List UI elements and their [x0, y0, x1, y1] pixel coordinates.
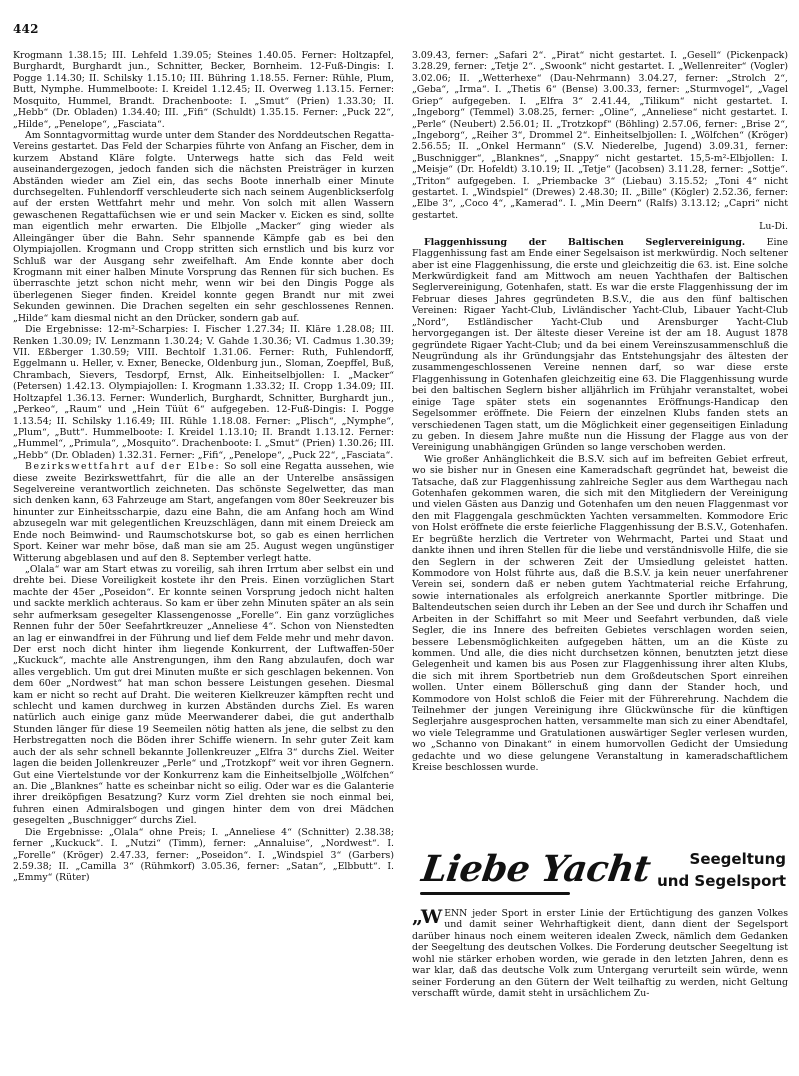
feature-header: [418, 842, 790, 902]
district-race-heading: Bezirkswettfahrt auf der Elbe:: [25, 461, 221, 473]
author-signature: Lu-Di.: [759, 221, 788, 233]
logo-underline: [420, 892, 570, 895]
right-column: [412, 50, 789, 774]
left-column: [13, 50, 394, 1060]
opening-quote: „: [412, 906, 421, 928]
subhead-line-1: Seegeltung: [689, 850, 786, 868]
flag-hoisting-paragraph: [412, 237, 788, 454]
feature-body-paragraph: [412, 908, 788, 999]
olala-paragraph: „Olala“ war am Start etwas zu voreilig, sah ihren Irrtum aber selbst ein und drehte bei. Diese Voreiligkeit kostete ihr den Preis. Einen vorzüglichen Start machte der 45er „Poseidon“. Er konnte seinen Vorsprung jedoch nicht halten und sackte merklich achteraus. So kam er über zehn Minuten später an als sein sehr aufmerksam gesegelter Klassengenosse „Forelle“. Ein ganz vorzügliches Rennen fuhr der 50er Seefahrtkreuzer „Anneliese 4“. Schon von Nienstedten an lag er einwandfrei in der Führung und lief dem Felde mehr und mehr davon. Der erst noch dicht hinter ihm liegende Konkurrent, der Luftwaffen-50er „Kuckuck“, machte alle Anstrengungen, ihm den Rang abzulaufen, doch war alles vergeblich. Um gut drei Minuten mußte er sich geschlagen bekennen. Von dem 60er „Nordwest“ hat man schon bessere Leistungen gesehen. Diesmal kam er nicht so recht auf Draht. Die weiteren Kielkreuzer kämpften recht und schlecht und kamen durchweg in kurzen Abständen durchs Ziel. Es waren natürlich auch einige ganz müde Meerwanderer dabei, die gut anderthalb Stunden länger für diese 19 Seemeilen nötig hatten als jene, die selbst zu den Herbstregatten noch die Böden ihrer Schiffe wienern. In sehr guter Zeit kam auch der als sehr schnell bekannte Jollenkreuzer „Elfra 3“ durchs Ziel. Weiter lagen die beiden Jollenkreuzer „Perle“ und „Trotzkopf“ weit vor ihren Gegnern. Gut eine Viertelstunde vor der Konkurrenz kam die Einheitselbjolle „Wölfchen“ an. Die „Blanknes“ hatte es scheinbar nicht so eilig. Oder war es die Galanterie ihrer dreiköpfigen Besatzung? Kurz vorm Ziel drehten sie noch einmal bei, fuhren einen Admiralsbogen und gingen hinter dem von drei Mädchen gesegelten „Buschnigger“ durchs Ziel.: [13, 563, 394, 827]
results-paragraph: Die Ergebnisse: 12-m²-Scharpies: I. Fischer 1.27.34; II. Kläre 1.28.08; III. Renken 1.30.09; IV. Lenzmann 1.30.24; V. Gahde 1.30.36; VI. Cadmus 1.30.39; VII. Eßberger 1.30.59; VIII. Bechtolf 1.31.06. Ferner: Ruth, Fuhlendorff, Eggelmann u. Heller, v. Exner, Benecke, Oldenburg jun., Sloman, Zoepffel, Buß, Chrambach, Sievers, Tesdorpf, Ernst, Alk. Einheitselbjollen: I. „Macker“ (Petersen) 1.42.13. Olympiajollen: I. Krogmann 1.33.32; II. Cropp 1.34.09; III. Holtzapfel 1.36.13. Ferner: Wunderlich, Burghardt, Schnitter, Burghardt jun., „Perkeo“, „Raum“ und „Hein Tüüt 6“ aufgegeben. 12-Fuß-Dingis: I. Pogge 1.13.54; II. Schilsky 1.16.49; III. Rühle 1.18.08. Ferner: „Plisch“, „Nymphe“, „Plum“, „Butt“. Hummelboote: I. Kreidel 1.13.10; II. Brandt 1.13.12. Ferner: „Hummel“, „Primula“, „Mosquito“. Drachenboote: I. „Smut“ (Prien) 1.30.26; III. „Hebb“ (Dr. Obladen) 1.32.31. Ferner: „Fifi“, „Penelope“, „Puck 22“, „Fasciata“.: [13, 324, 394, 461]
flag-hoisting-heading: Flaggenhissung der Baltischen Seglervereinigung.: [424, 236, 746, 248]
feature-body-text: ENN jeder Sport in erster Linie der Ertüchtigung des ganzen Volkes und damit seiner Wehrhaftigkeit dient, dann dient der Segelsport darüber hinaus noch einem weiteren idealen Zweck, nämlich dem Gedanken der Seegeltung des deutschen Volkes. Die Forderung deutscher Seegeltung ist wohl nie stärker erhoben worden, wie gerade in den letzten Jahren, denn es war klar, daß das deutsche Volk zum Untergang verurteilt sein würde, wenn seiner Forderung an den Gütern der Welt teilhaftig zu werden, nicht Geltung verschafft würde, damit steht in ursächlichem Zu-: [412, 908, 788, 999]
district-race-paragraph: [13, 461, 394, 564]
flag-hoisting-text: Eine Flaggenhissung fast am Ende einer Segelsaison ist merkwürdig. Noch seltener aber ist eine Flaggenhissung, die erste und gleichzeitig die 63. ist. Eine solche Merkwürdigkeit fand am Mittwoch am neuen Yachthafen der Baltischen Seglervereinigung, Gotenhafen, statt. Es war die erste Flaggenhissung der im Februar dieses Jahres gegründeten B.S.V., die aus den fünf baltischen Vereinen: Rigaer Yacht-Club, Livländischer Yacht-Club, Libauer Yacht-Club „Nord“, Estländischer Yacht-Club und Arensburger Yacht-Club hervorgegangen ist. Der älteste dieser Vereine ist der am 18. August 1878 gegründete Rigaer Yacht-Club; und da bei einem Vereinszusammenschluß die Neugründung als ihr Gründungsjahr das Entstehungsjahr des ältesten der zusammengeschlossenen Vereine nennen darf, so war diese erste Flaggenhissung in Gotenhafen gleichzeitig eine 63. Die Flaggenhissung wurde bei den baltischen Seglern bisher alljährlich im Frühjahr veranstaltet, wobei einige Tage später stets ein sogenanntes Eröffnungs-Handicap den Segelsommer eröffnete. Die Feiern der einzelnen Klubs fanden stets an verschiedenen Tagen statt, um die Möglichkeit einer gegenseitigen Einladung zu geben. In diesem Jahre mußte nun die Hissung der Flagge aus von der Vereinigung unabhängigen Gründen so lange verschoben werden.: [412, 236, 789, 454]
results-continued-paragraph: 3.09.43, ferner: „Safari 2“. „Pirat“ nicht gestartet. I. „Gesell“ (Pickenpack) 3.28.29, ferner: „Tetje 2“. „Swoonk“ nicht gestartet. I. „Wellenreiter“ (Vogler) 3.02.06; II. „Wetterhexe“ (Dau-Nehrmann) 3.04.27, ferner: „Strolch 2“, „Geba“, „Irma“. I. „Thetis 6“ (Bense) 3.00.33, ferner: „Sturmvogel“, „Vagel Griep“ aufgegeben. I. „Elfra 3“ 2.41.44, „Tilikum“ nicht gestartet. I. „Ingeborg“ (Temmel) 3.08.25, ferner: „Oline“, „Anneliese“ nicht gestartet. I. „Perle“ (Neubert) 2.56.01; II. „Trotzkopf“ (Böhling) 2.57.06, ferner: „Brise 2“, „Ingeborg“, „Reiher 3“, Drommel 2“. Einheitselbjollen: I. „Wölfchen“ (Kröger) 2.56.55; II. „Onkel Hermann“ (S.V. Niederelbe, Jugend) 3.09.31, ferner: „Buschnigger“, „Blanknes“, „Snappy“ nicht gestartet. 15,5-m²-Elbjollen: I. „Meisje“ (Dr. Hofeldt) 3.10.19; II. „Tetje“ (Jacobsen) 3.11.28, ferner: „Sottje“. „Triton“ aufgegeben. I. „Priembacke 3“ (Liebau) 3.15.52; „Toni 4“ nicht gestartet. I. „Windspiel“ (Drewes) 2.48.30; II. „Bille“ (Kögler) 2.52.36, ferner: „Elbe 3“, „Coco 4“, „Kamerad“. I. „Min Deern“ (Ralfs) 3.13.12; „Capri“ nicht gestartet.: [412, 50, 788, 221]
drop-cap: [412, 906, 443, 928]
page-number: 442: [13, 22, 39, 36]
feature-body-column: [412, 908, 788, 1068]
subhead-line-2: und Segelsport: [657, 872, 786, 890]
race-report-paragraph: Am Sonntagvormittag wurde unter dem Stander des Norddeutschen Regatta-Vereins gestartet. Das Feld der Scharpies führte von Anfang an Fischer, dem in kurzem Abstand Kläre folgte. Unterwegs hatte sich das Feld weit auseinandergezogen, jedoch fanden sich die nächsten Preisträger in kurzen Abständen wieder am Ziel ein, das sechs Boote innerhalb einer Minute durchsegelten. Fuhlendorff verschleuderte sich nach seinem Augenblickserfolg auf der ersten Wettfahrt mehr und mehr. Von solch mit allen Wassern gewaschenen Regattafüchsen wie er und sein Macker v. Eicken es sind, sollte man eigentlich mehr erwarten. Die Elbjolle „Macker“ ging wieder als Alleingänger über die Bahn. Sehr spannende Kämpfe gab es bei den Olympiajollen. Krogmann und Cropp stritten sich ernstlich und bis kurz vor Schluß war der Ausgang sehr zweifelhaft. Am Ende konnte aber doch Krogmann mit einer halben Minute Vorsprung das Rennen für sich buchen. Es überraschte jetzt schon nicht mehr, wenn wir bei den Dingis Pogge als überlegenen Sieger finden. Kreidel konnte gegen Brandt nur mit zwei Sekunden gewinnen. Die Drachen segelten ein sehr geschlossenes Rennen. „Hilde“ kam diesmal nicht an den Drücker, sondern gab auf.: [13, 129, 394, 324]
drop-cap-letter: W: [420, 906, 443, 928]
result-paragraph: Krogmann 1.38.15; III. Lehfeld 1.39.05; Steines 1.40.05. Ferner: Holtzapfel, Burghardt, Burghardt jun., Schnitter, Becker, Bornheim. 12-Fuß-Dingis: I. Pogge 1.14.30; II. Schilsky 1.15.10; III. Bühring 1.18.55. Ferner: Rühle, Plum, Butt, Nymphe. Hummelboote: I. Kreidel 1.12.45; II. Overweg 1.13.15. Ferner: Mosquito, Hummel, Brandt. Drachenboote: I. „Smut“ (Prien) 1.33.30; II. „Hebb“ (Dr. Obladen) 1.34.40; III. „Fifi“ (Schuldt) 1.35.15. Ferner: „Puck 22“, „Hilde“, „Penelope“, „Fasciata“.: [13, 50, 394, 130]
liebe-yacht-logo: Liebe Yacht: [419, 848, 653, 890]
feature-subheading: [657, 848, 786, 892]
district-race-text: So soll eine Regatta aussehen, wie diese zweite Bezirkswettfahrt, für die alle an der Unterelbe ansässigen Segelvereine verantwortlich zeichneten. Das schönste Segelwetter, das man sich denken kann, 63 Fahrzeuge am Start, angefangen vom 80er Seekreuzer bis hinunter zur Einheitsscharpie, dazu eine Bahn, die am Anfang hoch am Wind abzusegeln war mit gelegentlichen Kreuzschlägen, dann mit einem Dreieck am Ende noch Beimwind- und Raumschotskurse bot, so gab es einen herrlichen Sport. Keiner war mehr böse, daß man sie am 25. August wegen ungünstiger Witterung abgeblasen und auf den 8. September verlegt hatte.: [13, 461, 394, 564]
flag-hoisting-paragraph-2: Wie großer Anhänglichkeit die B.S.V. sich auf im befreiten Gebiet erfreut, wo sie bisher nur in Gnesen eine Kameradschaft gegründet hat, beweist die Tatsache, daß zur Flaggenhissung zahlreiche Segler aus dem Warthegau nach Gotenhafen gekommen waren, die sich mit den Mitgliedern der Vereinigung und vielen Gästen aus Danzig und Gotenhafen um den neuen Flaggenmast vor den mit Flaggengala geschmückten Yachten versammelten. Kommodore Eric von Holst eröffnete die erste feierliche Flaggenhissung der B.S.V., Gotenhafen. Er begrüßte herzlich die Vertreter von Wehrmacht, Partei und Staat und dankte ihnen und ihren Stellen für die liebe und verständnisvolle Hilfe, die sie den Seglern in der schweren Zeit der Umsiedlung geleistet hatten. Kommodore von Holst führte aus, daß die B.S.V. ja kein neuer unerfahrener Verein sei, sondern daß er neben gutem Yachtmaterial reiche Erfahrung, sowie internationales als erfolgreich anerkannte Sportler mitbringe. Die Baltendeutschen seien durch ihr Leben an der See und durch ihr Schaffen und Arbeiten in der Schiffahrt so mit Meer und Seefahrt verbunden, daß viele Segler, die ins Innere des befreiten Gebietes verschlagen worden seien, bessere Lebensmöglichkeiten aufgegeben hätten, um an die Küste zu kommen. Und alle, die dies nicht durchsetzen können, benutzten jetzt diese Gelegenheit und kamen bis aus Posen zur Flaggenhissung ihrer alten Klubs, die sich mit ihrem Sportbetrieb nun dem Großdeutschen Sport einreihen wollen. Unter einem Böllerschuß ging dann der Stander hoch, und Kommodore von Holst schloß die Feier mit der Führerehrung. Nachdem die Teilnehmer der jungen Vereinigung ihre Glückwünsche für die künftigen Seglerjahre ausgesprochen hatten, versammelte man sich zu einer Abendtafel, wo viele Telegramme und Gratulationen auswärtiger Segler verlesen wurden, wo „Schanno von Dinakant“ in einem humorvollen Gedicht der Umsiedung gedachte und wo diese gelungene Veranstaltung in kameradschaftlichem Kreise beschlossen wurde.: [412, 453, 788, 774]
district-results-paragraph: Die Ergebnisse: „Olala“ ohne Preis; I. „Anneliese 4“ (Schnitter) 2.38.38; ferner „Kuckuck“. I. „Nutzi“ (Timm), ferner: „Annaluise“, „Nordwest“. I. „Forelle“ (Kröger) 2.47.33, ferner: „Poseidon“. I. „Windspiel 3“ (Garbers) 2.59.38; II. „Camilla 3“ (Rühmkorf) 3.05.36, ferner: „Satan“, „Elbbutt“. I. „Emmy“ (Rüter): [13, 826, 394, 884]
